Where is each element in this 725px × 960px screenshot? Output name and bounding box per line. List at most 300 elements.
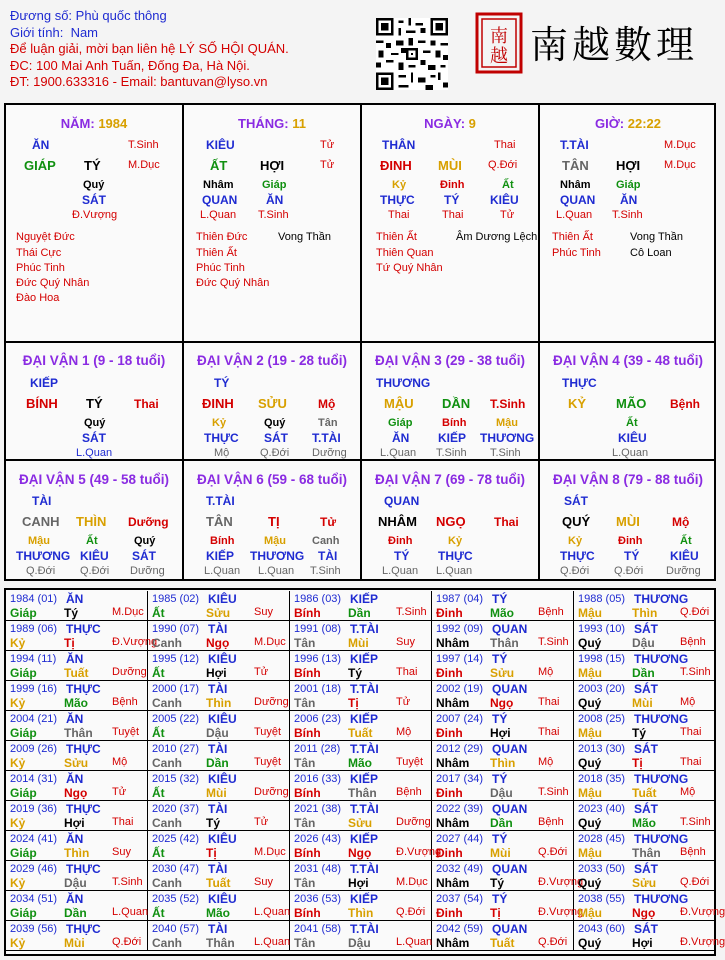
period-8 — [540, 461, 716, 581]
year-god: ĂN — [66, 592, 84, 606]
year-branch: Mùi — [632, 696, 653, 710]
star: Thiên Đức — [196, 231, 248, 243]
year-god: KIÊU — [208, 772, 237, 786]
year-label: 2043 (60) — [578, 923, 626, 935]
year-branch: Hợi — [490, 726, 511, 740]
year-god: ĂN — [66, 892, 84, 906]
period-title: ĐẠI VẬN 1 (9 - 18 tuổi) — [22, 353, 166, 368]
year-stage: Mộ — [538, 666, 554, 678]
year-stem: Đinh — [436, 726, 463, 740]
hidden-stem: Giáp — [262, 179, 287, 191]
hidden-god: SÁT — [264, 431, 288, 445]
year-cell — [432, 621, 574, 651]
year-stage: Q.Đới — [538, 846, 568, 858]
hidden-stem: Kỷ — [568, 535, 583, 547]
top-stage: T.Sinh — [128, 139, 159, 151]
year-label: 1998 (15) — [578, 653, 626, 665]
year-label: 1991 (08) — [294, 623, 342, 635]
year-god: TÀI — [208, 742, 228, 756]
period-title: ĐẠI VẬN 4 (39 - 48 tuổi) — [552, 353, 704, 368]
heavenly-stem: ẤT — [210, 158, 228, 173]
year-stem: Bính — [294, 666, 321, 680]
year-branch: Ngọ — [206, 636, 230, 650]
year-branch: Thân — [64, 726, 93, 740]
year-branch: Sửu — [490, 666, 515, 680]
year-label: 2027 (44) — [436, 833, 484, 845]
year-stage: M.Dục — [254, 846, 286, 858]
year-label: 2019 (36) — [10, 803, 58, 815]
year-stage: Mộ — [680, 786, 696, 798]
hidden-god: TÝ — [444, 193, 460, 207]
year-cell — [432, 771, 574, 801]
hidden-stem: Giáp — [388, 417, 413, 429]
year-stage: T.Sinh — [680, 666, 711, 678]
year-branch: Sửu — [348, 816, 373, 830]
hidden-stage: L.Quan — [204, 565, 241, 577]
year-stem: Nhâm — [436, 756, 470, 770]
year-cell — [290, 891, 432, 921]
period-god: KIẾP — [30, 376, 59, 390]
pillar-title: NĂM: 1984 — [60, 116, 128, 131]
hidden-stage: Q.Đới — [260, 447, 290, 459]
period-title: ĐẠI VẬN 7 (69 - 78 tuổi) — [374, 472, 526, 487]
year-label: 2026 (43) — [294, 833, 342, 845]
year-stem: Đinh — [436, 906, 463, 920]
year-stem: Nhâm — [436, 936, 470, 950]
period-title: ĐẠI VẬN 8 (79 - 88 tuổi) — [552, 472, 704, 487]
year-god: SÁT — [634, 682, 658, 696]
hidden-god: THƯƠNG — [250, 549, 305, 563]
hidden-god: THỰC — [380, 193, 415, 207]
period-5 — [6, 461, 182, 581]
year-stage: Mộ — [680, 696, 696, 708]
year-god: T.TÀI — [350, 742, 379, 756]
period-stage: Mộ — [672, 515, 690, 529]
year-stage: T.Sinh — [680, 816, 711, 828]
year-god: TÀI — [208, 862, 228, 876]
year-god: THƯƠNG — [634, 892, 689, 906]
earthly-branch: TÝ — [84, 158, 101, 173]
pillar-day — [362, 105, 538, 341]
hidden-stage: Thai — [442, 209, 464, 221]
year-cell — [6, 681, 148, 711]
year-branch: Mùi — [490, 846, 511, 860]
year-god: T.TÀI — [350, 682, 379, 696]
year-stem: Nhâm — [436, 816, 470, 830]
hidden-god: THỰC — [560, 549, 595, 563]
year-god: T.TÀI — [350, 922, 379, 936]
year-cell — [290, 711, 432, 741]
star: Thái Cực — [16, 247, 62, 259]
hidden-god: TÝ — [624, 549, 640, 563]
year-branch: Dần — [632, 666, 655, 680]
heavenly-stem: GIÁP — [24, 158, 56, 173]
year-branch: Thìn — [206, 696, 232, 710]
year-branch: Hợi — [64, 816, 85, 830]
year-branch: Thân — [348, 786, 377, 800]
hidden-stage: L.Quan — [76, 447, 113, 459]
year-stage: Đ.Vượng — [680, 936, 725, 948]
year-stage: Tuyệt — [112, 726, 140, 738]
year-god: TÀI — [208, 802, 228, 816]
hidden-god: KIẾP — [206, 549, 235, 563]
year-cell — [148, 651, 290, 681]
year-god: QUAN — [492, 682, 528, 696]
period-stage: Tử — [320, 515, 337, 529]
year-cell — [148, 891, 290, 921]
year-label: 1985 (02) — [152, 593, 200, 605]
year-cell — [432, 921, 574, 951]
hidden-stem: Ất — [680, 535, 692, 547]
svg-text:越: 越 — [490, 46, 508, 67]
pillar-hour — [540, 105, 716, 341]
year-god: THỰC — [66, 682, 101, 696]
year-label: 2024 (41) — [10, 833, 58, 845]
year-label: 2012 (29) — [436, 743, 484, 755]
year-god: KIÊU — [208, 832, 237, 846]
year-god: KIẾP — [350, 832, 379, 846]
year-label: 2023 (40) — [578, 803, 626, 815]
year-cell — [148, 621, 290, 651]
hidden-stem: Quý — [83, 179, 105, 191]
year-branch: Dậu — [348, 936, 371, 950]
year-stage: Dưỡng — [112, 666, 147, 678]
year-stem: Tân — [294, 936, 316, 950]
year-label: 2008 (25) — [578, 713, 626, 725]
year-branch: Mão — [632, 816, 656, 830]
year-branch: Mùi — [64, 936, 85, 950]
year-god: TÝ — [492, 712, 508, 726]
period-stem: BÍNH — [26, 396, 58, 411]
year-branch: Mão — [490, 606, 514, 620]
year-stage: Thai — [538, 696, 560, 708]
year-branch: Mùi — [348, 636, 369, 650]
year-cell — [6, 591, 148, 621]
year-label: 1995 (12) — [152, 653, 200, 665]
year-label: 2014 (31) — [10, 773, 58, 785]
year-god: TÝ — [492, 832, 508, 846]
year-branch: Tý — [64, 606, 79, 620]
period-branch: MÃO — [616, 396, 647, 411]
year-stem: Quý — [578, 696, 602, 710]
year-cell — [574, 711, 714, 741]
year-god: KIẾP — [350, 592, 379, 606]
year-stem: Tân — [294, 696, 316, 710]
year-branch: Mão — [64, 696, 88, 710]
year-god: KIẾP — [350, 892, 379, 906]
year-cell — [574, 831, 714, 861]
year-god: TÀI — [208, 682, 228, 696]
period-god: TÝ — [214, 376, 230, 390]
year-branch: Dậu — [206, 726, 229, 740]
year-label: 2013 (30) — [578, 743, 626, 755]
year-cell — [432, 591, 574, 621]
year-stem: Quý — [578, 636, 602, 650]
hidden-stem: Kỷ — [448, 535, 463, 547]
hidden-god: ĂN — [266, 193, 284, 207]
year-cell — [574, 681, 714, 711]
year-stage: Q.Đới — [396, 906, 426, 918]
year-label: 1993 (10) — [578, 623, 626, 635]
period-stem: TÂN — [206, 514, 233, 529]
year-label: 2006 (23) — [294, 713, 342, 725]
hidden-stage: Dưỡng — [130, 565, 165, 577]
year-branch: Mão — [206, 906, 230, 920]
year-stage: T.Sinh — [112, 876, 143, 888]
year-label: 2017 (34) — [436, 773, 484, 785]
top-god: T.TÀI — [560, 138, 589, 152]
period-branch: DẦN — [442, 396, 471, 411]
star: Thiên Quan — [376, 247, 434, 259]
year-god: KIÊU — [208, 712, 237, 726]
year-branch: Tị — [632, 756, 643, 770]
header — [10, 8, 350, 91]
hidden-stem: Quý — [134, 535, 156, 547]
year-label: 2011 (28) — [294, 743, 341, 755]
year-branch: Ngọ — [490, 696, 514, 710]
pillar-month — [184, 105, 360, 341]
year-stage: T.Sinh — [538, 636, 569, 648]
year-god: KIÊU — [208, 652, 237, 666]
year-label: 2031 (48) — [294, 863, 342, 875]
year-cell — [432, 891, 584, 921]
year-branch: Thân — [490, 636, 519, 650]
earthly-branch: MÙI — [438, 158, 462, 173]
hidden-god: SÁT — [82, 431, 106, 445]
star: Âm Dương Lệch — [456, 231, 538, 243]
hidden-stem: Mậu — [264, 535, 286, 547]
year-god: KIÊU — [208, 592, 237, 606]
year-stem: Mậu — [578, 906, 602, 920]
year-god: THƯƠNG — [634, 772, 689, 786]
year-cell — [290, 801, 432, 831]
year-label: 1989 (06) — [10, 623, 58, 635]
year-cell — [6, 741, 148, 771]
year-label: 2032 (49) — [436, 863, 484, 875]
svg-text:南: 南 — [490, 26, 508, 47]
year-stage: Đ.Vượng — [538, 906, 584, 918]
period-branch: NGỌ — [436, 514, 466, 529]
hidden-stage: L.Quan — [380, 447, 417, 459]
qr-code-icon[interactable] — [376, 18, 448, 90]
year-stem: Bính — [294, 726, 321, 740]
year-stage: Bệnh — [538, 816, 564, 828]
year-god: QUAN — [492, 622, 528, 636]
year-cell — [290, 651, 432, 681]
year-label: 2039 (56) — [10, 923, 58, 935]
year-label: 2037 (54) — [436, 893, 484, 905]
year-branch: Dần — [64, 906, 87, 920]
hidden-god: KIÊU — [618, 431, 647, 445]
year-stem: Kỷ — [10, 756, 26, 770]
year-branch: Dậu — [632, 636, 655, 650]
year-cell — [432, 801, 574, 831]
period-branch: MÙI — [616, 514, 640, 529]
star: Đức Quý Nhân — [196, 277, 270, 289]
year-stem: Mậu — [578, 846, 602, 860]
seal-stamp — [475, 12, 523, 74]
year-stem: Quý — [578, 816, 602, 830]
hidden-stage: Dưỡng — [312, 447, 347, 459]
period-stem: CANH — [22, 514, 60, 529]
pillar-title: GIỜ: 22:22 — [594, 116, 662, 131]
year-cell — [290, 621, 432, 651]
hidden-stem: Mậu — [28, 535, 50, 547]
year-god: THỰC — [66, 922, 101, 936]
year-stage: M.Dục — [254, 636, 286, 648]
star: Phúc Tinh — [196, 262, 245, 274]
year-branch: Ngọ — [348, 846, 372, 860]
year-god: QUAN — [492, 862, 528, 876]
period-god: TÀI — [32, 494, 52, 508]
year-cell — [6, 711, 148, 741]
year-stage: Bệnh — [112, 696, 138, 708]
hidden-stage: Tử — [500, 209, 515, 221]
year-branch: Tý — [490, 876, 505, 890]
year-god: THƯƠNG — [634, 652, 689, 666]
year-cell — [290, 771, 432, 801]
year-stage: Q.Đới — [680, 876, 710, 888]
hidden-god: THƯƠNG — [16, 549, 71, 563]
year-god: THỰC — [66, 862, 101, 876]
annual-luck-table — [4, 588, 725, 956]
year-cell — [290, 831, 442, 861]
year-branch: Tuất — [348, 726, 373, 740]
hidden-stage: L.Quan — [382, 565, 419, 577]
year-label: 2020 (37) — [152, 803, 200, 815]
hidden-god: SÁT — [82, 193, 106, 207]
hidden-stage: Q.Đới — [26, 565, 56, 577]
year-label: 2000 (17) — [152, 683, 200, 695]
year-cell — [6, 861, 148, 891]
year-label: 2022 (39) — [436, 803, 484, 815]
year-stage: Đ.Vượng — [538, 876, 584, 888]
year-stage: Tử — [396, 696, 411, 708]
year-stage: Tử — [254, 666, 269, 678]
year-god: TÝ — [492, 652, 508, 666]
hidden-stage: T.Sinh — [490, 447, 521, 459]
year-cell — [574, 741, 714, 771]
year-branch: Mùi — [206, 786, 227, 800]
hidden-stem: Bính — [210, 535, 235, 547]
year-god: KIẾP — [350, 772, 379, 786]
year-cell — [574, 861, 714, 891]
period-title: ĐẠI VẬN 3 (29 - 38 tuổi) — [374, 353, 526, 368]
year-stem: Tân — [294, 636, 316, 650]
hidden-stem: Giáp — [616, 179, 641, 191]
gender-line: Giới tính: Nam — [10, 24, 99, 40]
year-stage: Bệnh — [680, 636, 706, 648]
hidden-stem: Kỷ — [392, 179, 407, 191]
year-stem: Nhâm — [436, 696, 470, 710]
hidden-god: THỰC — [204, 431, 239, 445]
year-cell — [6, 651, 148, 681]
star: Phúc Tinh — [16, 262, 65, 274]
hidden-god: THỰC — [438, 549, 473, 563]
year-label: 2009 (26) — [10, 743, 58, 755]
year-cell — [148, 831, 290, 861]
hidden-stage: L.Quan — [556, 209, 593, 221]
year-stem: Kỷ — [10, 696, 26, 710]
pillar-title: THÁNG: 11 — [238, 116, 306, 131]
year-god: TÝ — [492, 592, 508, 606]
year-god: TÝ — [492, 772, 508, 786]
year-stage: Bệnh — [538, 606, 564, 618]
year-stem: Tân — [294, 756, 316, 770]
year-god: ĂN — [66, 772, 84, 786]
period-god: THỰC — [562, 376, 597, 390]
hidden-stage: Đ.Vượng — [72, 209, 118, 221]
year-god: ĂN — [66, 832, 84, 846]
year-cell — [290, 861, 432, 891]
year-label: 2001 (18) — [294, 683, 342, 695]
year-label: 1984 (01) — [10, 593, 58, 605]
year-cell — [290, 741, 432, 771]
year-cell — [290, 681, 432, 711]
year-label: 2015 (32) — [152, 773, 200, 785]
year-stem: Giáp — [10, 846, 37, 860]
year-stem: Quý — [578, 876, 602, 890]
year-label: 1997 (14) — [436, 653, 484, 665]
year-cell — [148, 681, 290, 711]
year-stem: Quý — [578, 756, 602, 770]
hidden-stage: T.Sinh — [436, 447, 467, 459]
year-stage: L.Quan — [112, 906, 149, 918]
top-god: THÂN — [382, 138, 416, 152]
hidden-stem: Quý — [84, 417, 106, 429]
top-god: ĂN — [32, 138, 50, 152]
pillar-title: NGÀY: 9 — [424, 116, 476, 131]
year-god: KIÊU — [208, 892, 237, 906]
period-branch: SỬU — [258, 396, 287, 411]
year-god: T.TÀI — [350, 622, 379, 636]
year-stem: Tân — [294, 876, 316, 890]
year-stage: Mộ — [112, 756, 128, 768]
hidden-stage: Q.Đới — [614, 565, 644, 577]
hidden-god: ĂN — [392, 431, 410, 445]
year-label: 2005 (22) — [152, 713, 200, 725]
year-branch: Tuất — [632, 786, 657, 800]
year-cell — [148, 771, 290, 801]
year-branch: Dần — [348, 606, 371, 620]
year-cell — [148, 711, 290, 741]
hidden-stem: Kỷ — [212, 417, 227, 429]
year-stem: Đinh — [436, 606, 463, 620]
year-stem: Kỷ — [10, 876, 26, 890]
year-god: SÁT — [634, 742, 658, 756]
period-title: ĐẠI VẬN 6 (59 - 68 tuổi) — [196, 472, 348, 487]
year-god: KIẾP — [350, 712, 379, 726]
year-god: SÁT — [634, 862, 658, 876]
top-god: KIÊU — [206, 138, 235, 152]
year-stem: Canh — [152, 876, 182, 890]
year-label: 1988 (05) — [578, 593, 626, 605]
year-stem: Giáp — [10, 666, 37, 680]
year-branch: Hợi — [632, 936, 653, 950]
year-cell — [432, 861, 584, 891]
star: Vong Thần — [630, 231, 684, 243]
period-stage: Bệnh — [670, 397, 700, 411]
year-stage: Q.Đới — [538, 936, 568, 948]
year-stem: Canh — [152, 816, 182, 830]
hidden-stage: Q.Đới — [560, 565, 590, 577]
year-stage: M.Dục — [396, 876, 428, 888]
period-stage: T.Sinh — [490, 397, 526, 411]
year-cell — [148, 861, 290, 891]
year-cell — [148, 921, 290, 951]
year-cell — [148, 741, 290, 771]
period-title: ĐẠI VẬN 5 (49 - 58 tuổi) — [18, 472, 170, 487]
